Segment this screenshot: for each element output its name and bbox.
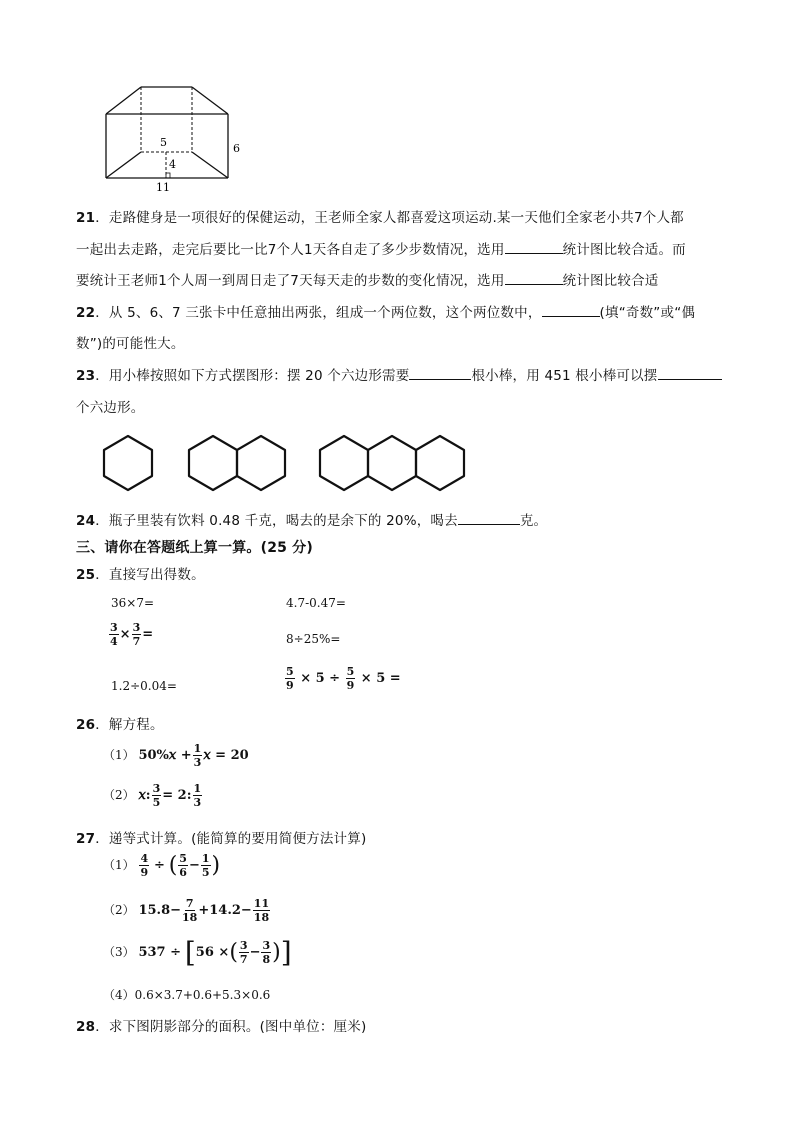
q27-p1-num3: 1 [201,852,210,865]
q25-line [76,563,205,583]
q25-c3-eq: = [142,627,154,642]
q25-calc-2: 4.7-0.47= [286,596,346,610]
label-5: 5 [160,136,167,149]
q22-text-1b: (填“奇数”或“偶 [599,305,696,321]
q21-text-3a: 要统计王老师1个人周一到周日走了7天每天走的步数的变化情况，选用 [76,273,505,289]
q25-c6-mid: × 5 ÷ [300,671,341,686]
q26-p1-a: 50%𝑥 + [138,748,192,763]
q27-p3-den1: 7 [239,953,248,966]
q26-p2-den2: 3 [193,796,202,809]
q23-text-1b: 根小棒，用 451 根小棒可以摆 [471,368,658,384]
q26-p2-num2: 1 [193,782,202,795]
q25-c3-op: × [119,627,131,642]
q23-text-2: 个六边形。 [76,400,145,416]
q21-line2 [76,238,686,258]
q27-part3: （3） 537 ÷ [56 ×( $\frac{3}{7}$ − $\frac{3}{8}$ )] [103,936,292,969]
label-4: 4 [169,158,176,171]
q24-line1 [76,509,547,529]
q27-part2 [103,898,271,923]
q27-p3-a: 537 ÷ [138,945,182,960]
q25-calc-1: 36×7= [111,596,155,610]
q23-text-1a: ．用小棒按照如下方式摆图形：摆 20 个六边形需要 [95,368,410,384]
q26-text: ．解方程。 [95,717,164,733]
q27-p2-b: +14.2− [198,903,252,918]
q23-blank-1[interactable] [409,367,471,380]
q25-number: 25 [76,567,96,583]
q22-number: 22 [76,305,96,321]
q27-p1-minus: − [188,858,200,873]
q23-blank-2[interactable] [658,367,722,380]
prism-figure [96,80,256,195]
q27-p2-den2: 18 [253,911,270,924]
q22-text-1a: ．从 5、6、7 三张卡中任意抽出两张，组成一个两位数，这个两位数中， [95,305,542,321]
q24-text-1b: 克。 [519,513,548,529]
q26-p2-a: 𝑥: [138,788,151,803]
q21-blank-1[interactable] [505,241,563,254]
q25-c3-num2: 3 [132,621,141,634]
q25-c3-den2: 7 [132,635,141,648]
q27-p3-num2: 3 [262,939,271,952]
q24-blank[interactable] [458,512,520,525]
label-11: 11 [156,181,170,194]
q26-p2-label: （2） [103,788,135,802]
q26-p1-den: 3 [193,756,202,769]
q26-p1-b: 𝑥 = 20 [203,748,249,763]
q21-text-2b: 统计图比较合适。而 [562,242,686,258]
q23-line1 [76,364,722,384]
q21-number: 21 [76,210,96,226]
q27-p2-den1: 18 [182,911,198,924]
q27-p1-den1: 9 [140,866,149,879]
q27-part4: （4）0.6×3.7+0.6+5.3×0.6 [103,988,271,1002]
q27-p3-label: （3） [103,945,135,959]
q26-part1 [103,743,249,768]
q25-c6-den1: 9 [286,679,294,692]
q22-line1 [76,301,695,321]
q27-p1-num1: 4 [140,852,149,865]
q27-p3-den2: 8 [262,953,271,966]
q25-c6-num2: 5 [346,665,355,678]
q26-p2-den1: 5 [152,796,161,809]
q25-calc-5: 1.2÷0.04= [111,679,177,693]
q21-text-3b: 统计图比较合适 [562,273,659,289]
q22-blank[interactable] [542,304,600,317]
q25-calc-4: 8÷25%= [286,632,341,646]
q21-text-1: ．走路健身是一项很好的保健运动，王老师全家人都喜爱这项运动.某一天他们全家老小共7个人都 [95,210,684,226]
section-3-title: 三、请你在答题纸上算一算。(25 分) [76,540,313,556]
q27-p2-num1: 7 [185,897,194,910]
q28-text: ．求下图阴影部分的面积。(图中单位：厘米) [95,1019,367,1035]
q26-p1-num: 1 [193,742,202,755]
q27-p1-num2: 5 [179,852,187,865]
q27-p3-b: 56 × [195,945,230,960]
q28-number: 28 [76,1019,96,1035]
q21-line3 [76,269,658,289]
q27-line [76,827,366,847]
q25-text: ．直接写出得数。 [95,567,205,583]
q25-c6-end: × 5 = [360,671,401,686]
q26-number: 26 [76,717,96,733]
q23-number: 23 [76,368,96,384]
q26-p2-b: = 2: [162,788,192,803]
q27-p2-label: （2） [103,903,135,917]
q25-c3-den1: 4 [110,635,118,648]
q25-calc-3 [108,622,153,647]
q27-text: ．递等式计算。(能简算的要用简便方法计算) [95,831,367,847]
q27-number: 27 [76,831,96,847]
q27-p1-den2: 6 [179,866,187,879]
hexagon-figures [96,428,476,498]
q27-p1-den3: 5 [201,866,210,879]
q26-p1-label: （1） [103,748,135,762]
q24-text-1a: ．瓶子里装有饮料 0.48 千克，喝去的是余下的 20%，喝去 [95,513,458,529]
q27-p3-minus: − [249,945,261,960]
label-6: 6 [233,142,240,155]
q21-text-2a: 一起出去走路，走完后要比一比7个人1天各自走了多少步数情况，选用 [76,242,505,258]
q26-line [76,713,164,733]
q21-line1 [76,206,684,226]
q27-p2-num2: 11 [253,897,270,910]
q25-c6-den2: 9 [346,679,355,692]
q25-c6-num1: 5 [286,665,294,678]
q21-blank-2[interactable] [505,272,563,285]
q26-part2 [103,783,203,808]
q27-p1-label: （1） [103,858,135,872]
q23-line2 [76,396,145,416]
q24-number: 24 [76,513,96,529]
q25-c3-num1: 3 [110,621,118,634]
q28-line [76,1015,366,1035]
q27-p1-op: ÷ [153,858,165,873]
q27-p3-num1: 3 [239,939,248,952]
q27-part1: （1） $\frac{4}{9}$ ÷ ( $\frac{5}{6}$ − $\frac{1}{5}$ ) [103,852,221,879]
q22-text-2: 数”)的可能性大。 [76,336,185,352]
q22-line2 [76,332,185,352]
q27-p2-a: 15.8− [138,903,182,918]
q25-calc-6 [284,666,401,691]
q26-p2-num1: 3 [152,782,161,795]
